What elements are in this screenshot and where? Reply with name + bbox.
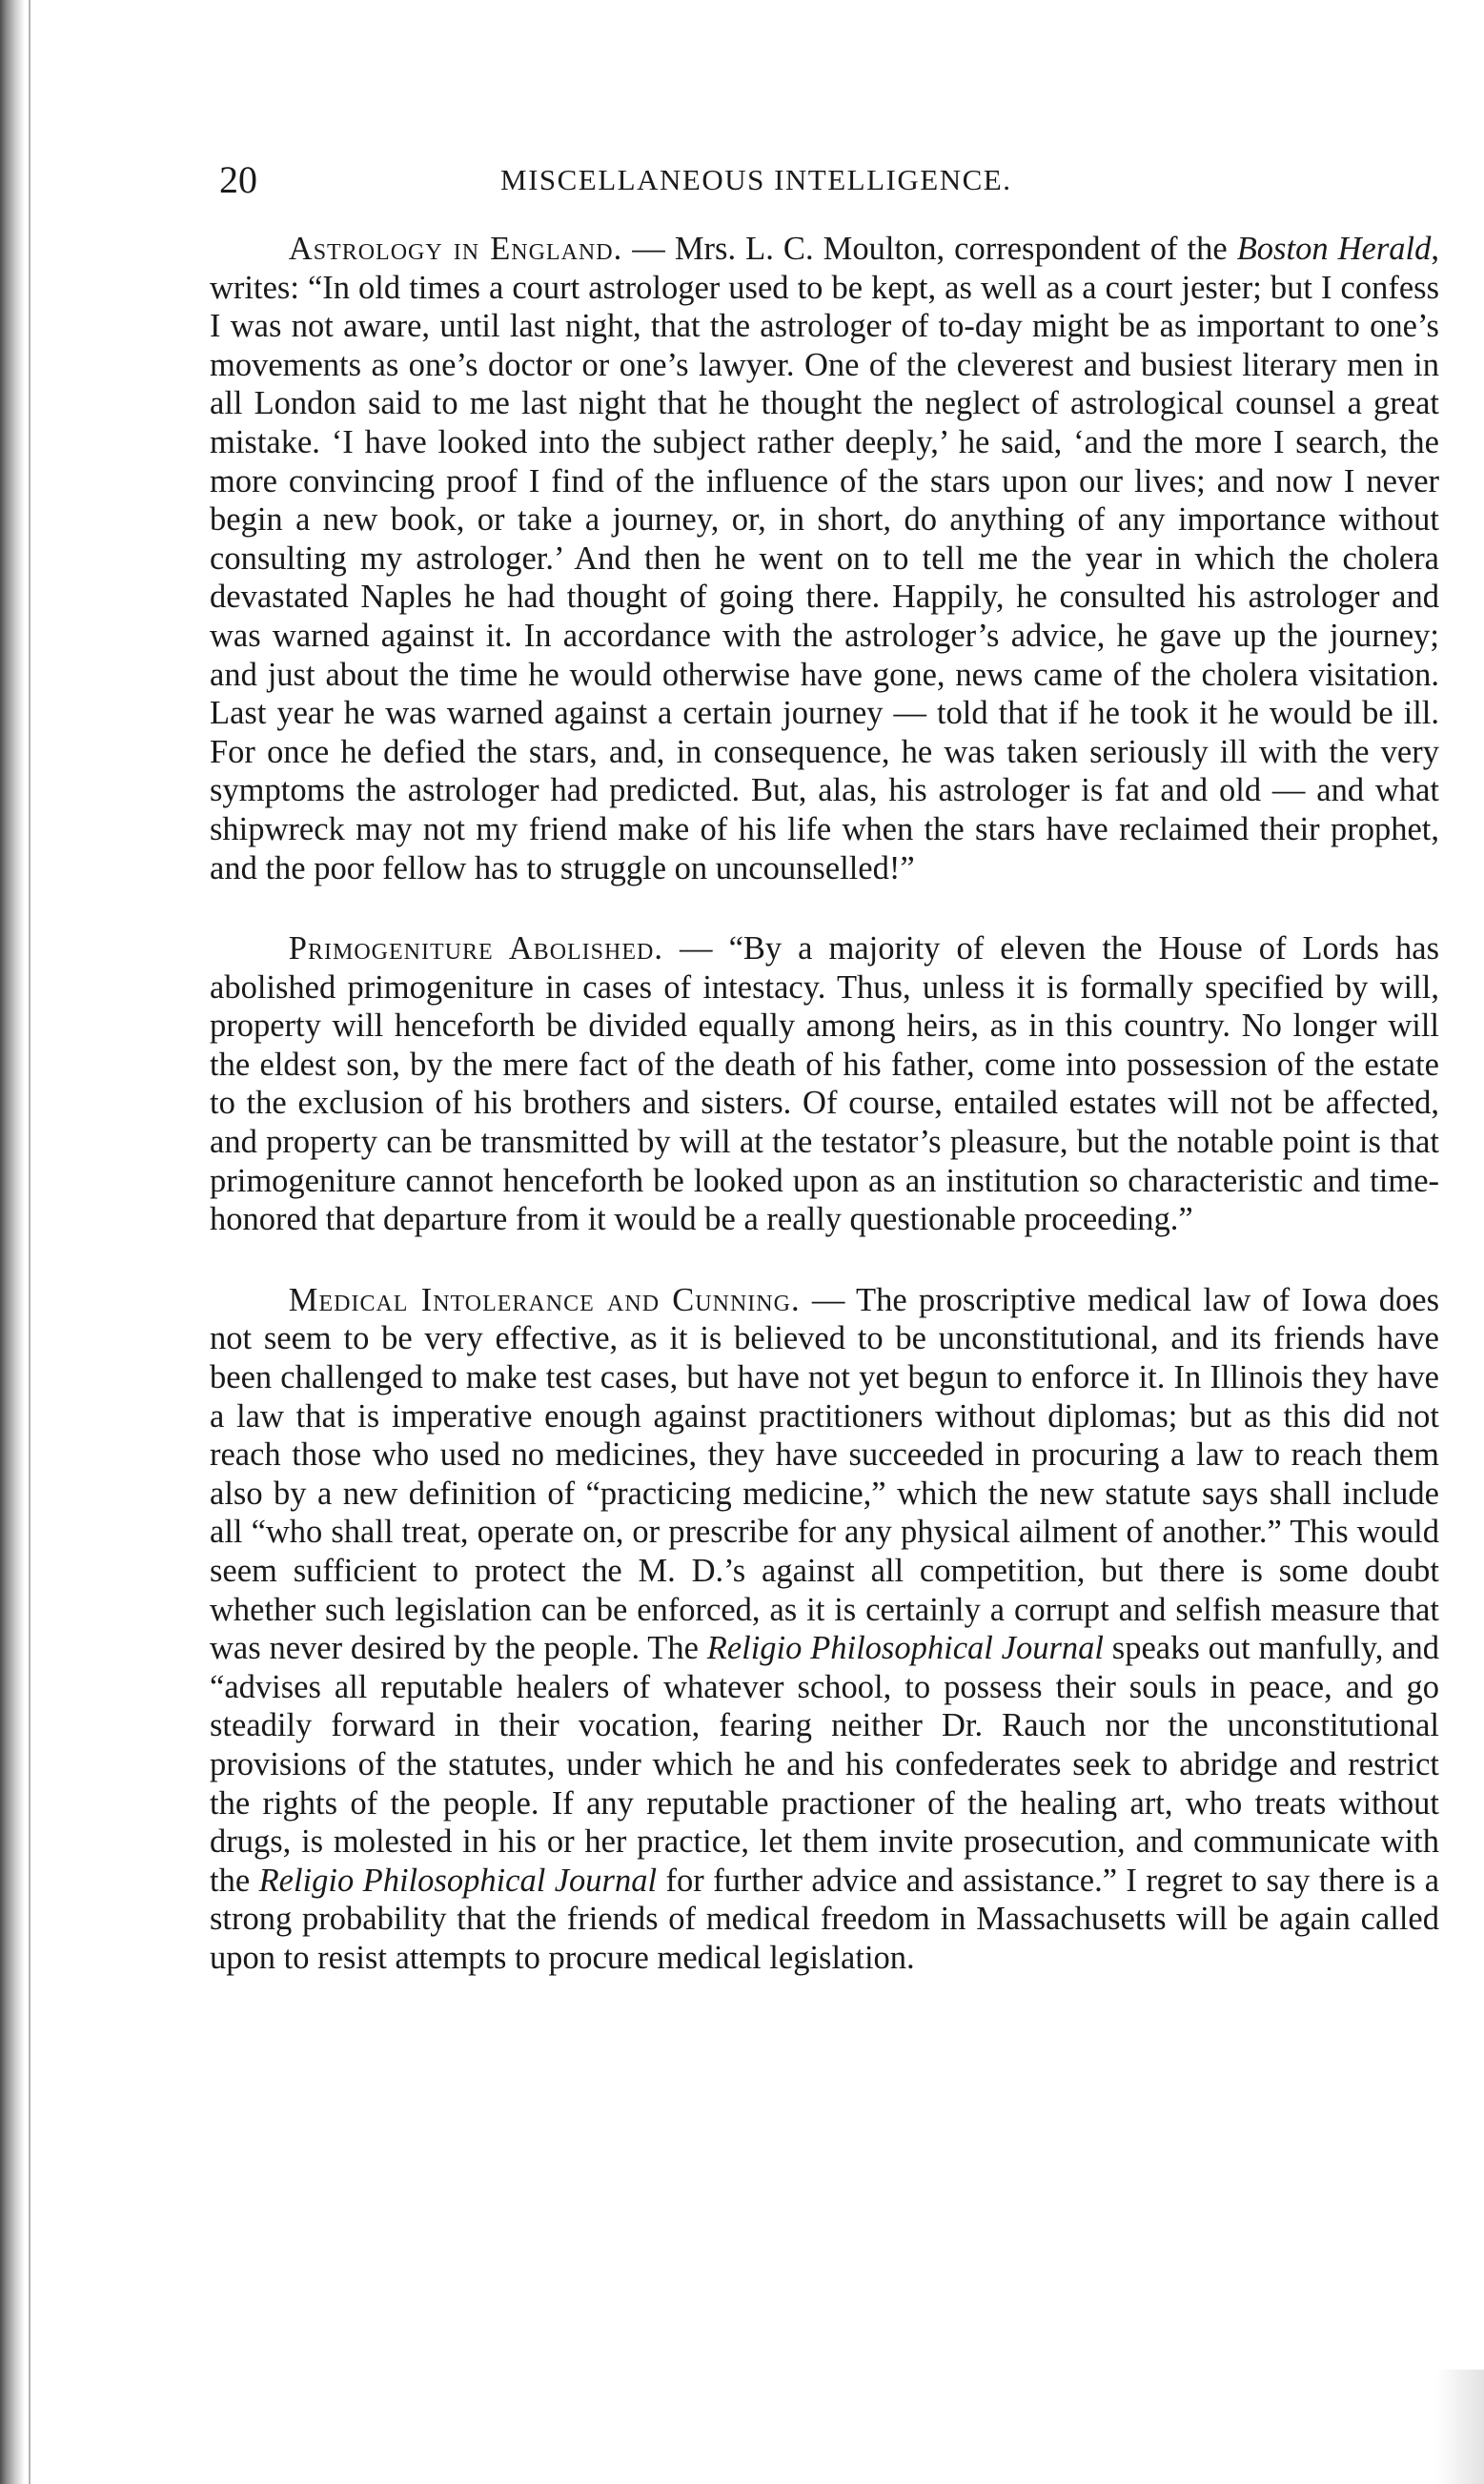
article-title: Primogeniture Abolished. — [288, 930, 663, 967]
article-text: , writes: “In old times a court astrologer used to be kept, as well as a court jester; but I confess I was not aware, until last night, that the astrologer of to-day might be as important to one’s movements as one’s doctor or one’s lawyer. One of the cleverest and busiest literary men in all London said to me last night that he thought the neglect of astrological counsel a great mistake. ‘I have looked into the subject rather deeply,’ he said, ‘and the more I search, the more convincing proof I find of the influence of the stars upon our lives; and now I never begin a new book, or take a journey, or, in short, do anything of any importance without consulting my astrologer.’ And then he went on to tell me the year in which the cholera devastated Naples he had thought of going there. Happily, he consulted his astrologer and was warned against it. In accordance with the astrologer’s advice, he gave up the journey; and just about the time he would otherwise have gone, news came of the cholera visitation. Last year he was warned against a certain journey — told that if he took it he would be ill. For once he defied the stars, and, in consequence, he was taken seriously ill with the very symptoms the astrologer had predicted. But, alas, his astrologer is fat and old — and what shipwreck may not my friend make of his life when the stars have reclaimed their prophet, and the poor fellow has to struggle on uncounselled!” — [210, 231, 1440, 886]
page-number: 20 — [219, 158, 257, 201]
binding-edge-line — [29, 0, 30, 2484]
publication-name: Boston Herald — [1236, 231, 1432, 267]
article-text: for further advice and assistance.” I regret to say there is a strong probability that the friends of medical freedom in Massachusetts will be again called upon to resist attempts to procure medical legislation. — [210, 1862, 1440, 1976]
article-title: Medical Intolerance and Cunning. — [288, 1281, 801, 1318]
article-text: — The proscriptive medical law of Iowa does not seem to be very effective, as it is believed to be unconstitutional, and its friends have been challenged to make test cases, but have not yet begun to enforce it. In Illinois they have a law that is imperative enough against practitioners without diplomas; but as this did not reach those who used no medicines, they have succeeded in procuring a law to reach them also by a new definition of “practicing medicine,” which the new statute says shall include all “who shall treat, operate on, or prescribe for any physical ailment of another.” This would seem sufficient to protect the M. D.’s against all competition, but there is some doubt whether such legislation can be enforced, as it is certainly a corrupt and selfish measure that was never desired by the people. The — [210, 1281, 1439, 1667]
article-astrology-in-england — [210, 230, 1439, 887]
publication-name: Religio Philosophical Journal — [706, 1630, 1104, 1667]
article-text: — “By a majority of eleven the House of Lords has abolished primogeniture in cases of intestacy. Thus, unless it is formally specified by will, property will henceforth be divided equally among heirs, as in this country. No longer will the eldest son, by the mere fact of the death of his father, come into possession of the estate to the exclusion of his brothers and sisters. Of course, entailed estates will not be affected, and property can be transmitted by will at the testator’s pleasure, but the notable point is that primogeniture cannot henceforth be looked upon as an institution so characteristic and time-honored that departure from it would be a really questionable proceeding.” — [210, 930, 1440, 1238]
publication-name: Religio Philosophical Journal — [258, 1862, 658, 1899]
article-text: speaks out manfully, and “advises all reputable healers of whatever school, to possess their souls in peace, and go steadily forward in their vocation, fearing neither Dr. Rauch nor the unconstitutional provisions of the statutes, under which he and his confederates seek to abridge and restrict the rights of the people. If any reputable practioner of the healing art, who treats without drugs, is molested in his or her practice, let them invite prosecution, and communicate with the — [210, 1630, 1440, 1899]
page-corner-smudge — [1436, 2370, 1484, 2484]
book-spine-shadow — [0, 0, 25, 2484]
article-text: — Mrs. L. C. Moulton, correspondent of the — [622, 231, 1237, 267]
article-title: Astrology in England. — [288, 231, 623, 267]
running-head-title: MISCELLANEOUS INTELLIGENCE. — [500, 163, 1012, 196]
running-header — [210, 148, 1439, 205]
article-primogeniture-abolished — [210, 929, 1439, 1239]
page-body — [210, 148, 1439, 1978]
article-medical-intolerance — [210, 1281, 1439, 1978]
